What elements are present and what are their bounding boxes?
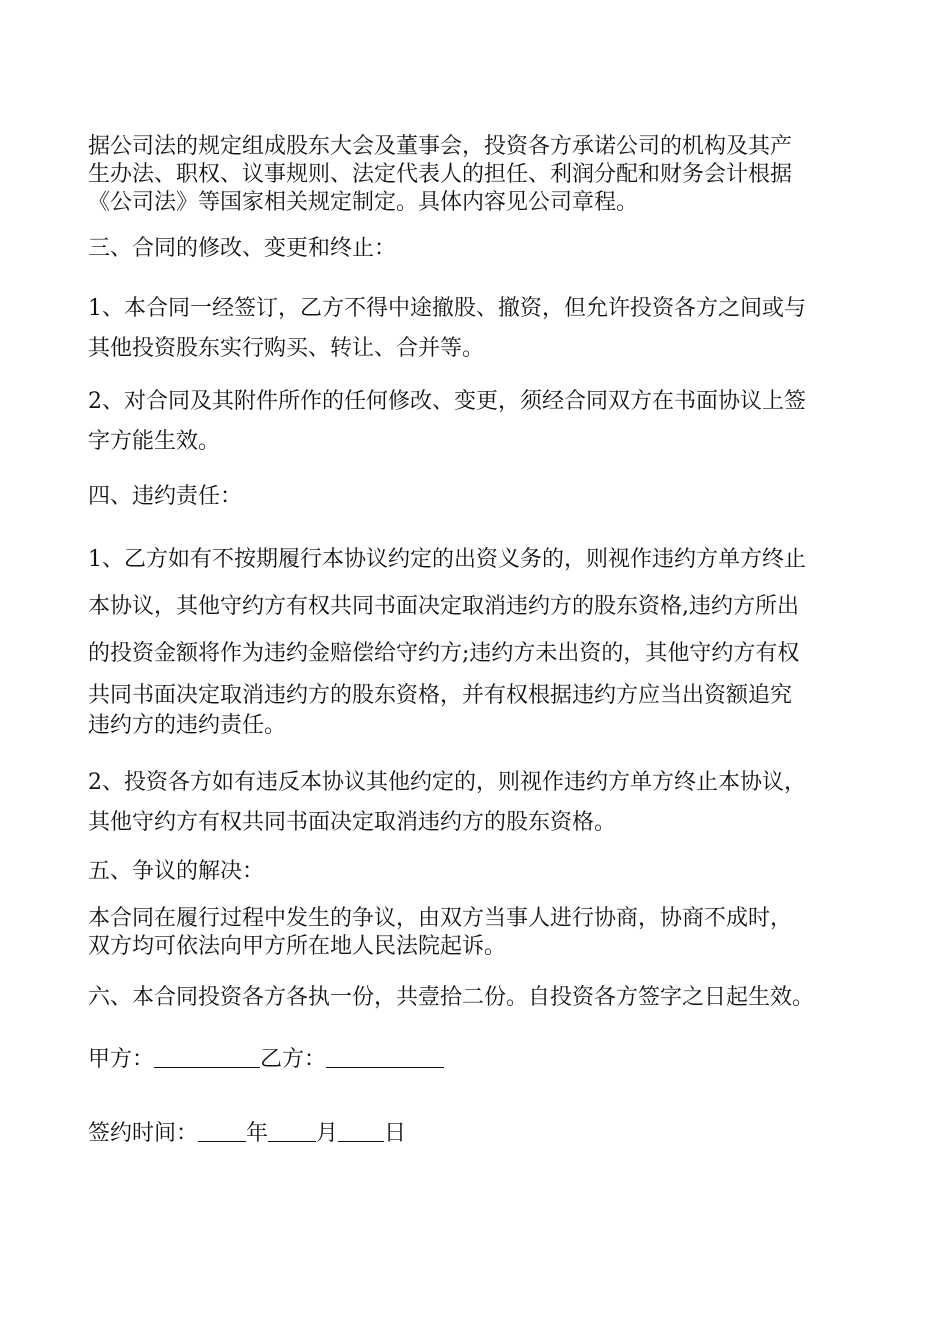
text-line: 双方均可依法向甲方所在地人民法院起诉。 [88,934,507,959]
text-line: 1、本合同一经签订，乙方不得中途撤股、撤资，但允许投资各方之间或与 [88,296,806,321]
date-line [88,1117,868,1147]
text-line: 违约方的违约责任。 [88,713,287,738]
heading-text: 四、违约责任： [88,484,243,509]
section-4-item-1 [88,536,868,677]
section-4-item-2 [88,763,868,843]
text-line: 其他守约方有权共同书面决定取消违约方的股东资格。 [88,810,617,835]
text-line: 字方能生效。 [88,429,221,454]
party-b-blank[interactable] [326,1043,444,1068]
text-line: 《公司法》等国家相关规定制定。具体内容见公司章程。 [88,190,639,215]
text-line: 六、本合同投资各方各执一份，共壹拾二份。自投资各方签字之日起生效。 [88,985,815,1010]
section-3-item-2 [88,382,868,462]
section-3-heading [88,234,868,264]
heading-text: 三、合同的修改、变更和终止： [88,236,397,261]
section-5-body [88,905,868,961]
text-line: 生办法、职权、议事规则、法定代表人的担任、利润分配和财务会计根据 [88,162,793,187]
text-line: 1、乙方如有不按期履行本协议约定的出资义务的，则视作违约方单方终止 [88,547,806,572]
party-b-label: 乙方： [260,1047,327,1072]
day-blank[interactable] [338,1117,384,1142]
signature-parties [88,1043,868,1073]
paragraph-continuation [88,133,868,217]
signature-date [88,1117,868,1147]
heading-text: 五、争议的解决： [88,859,265,884]
year-blank[interactable] [198,1117,246,1142]
section-4-heading [88,482,868,512]
year-label: 年 [246,1121,269,1146]
section-6-text [88,983,868,1013]
text-line: 据公司法的规定组成股东大会及董事会，投资各方承诺公司的机构及其产 [88,134,793,159]
text-line: 2、对合同及其附件所作的任何修改、变更，须经合同双方在书面协议上签 [88,389,806,414]
text-line: 的投资金额将作为违约金赔偿给守约方;违约方未出资的，其他守约方有权 [88,641,800,666]
text-line: 本合同在履行过程中发生的争议，由双方当事人进行协商，协商不成时， [88,906,793,931]
text-line: 共同书面决定取消违约方的股东资格，并有权根据违约方应当出资额追究 [88,683,793,708]
day-label: 日 [384,1121,407,1146]
month-label: 月 [316,1121,339,1146]
date-label: 签约时间： [88,1121,199,1146]
party-a-label: 甲方： [88,1047,155,1072]
section-3-item-1 [88,289,868,369]
signature-line [88,1043,868,1073]
month-blank[interactable] [268,1117,316,1142]
party-a-blank[interactable] [154,1043,260,1068]
text-line: 其他投资股东实行购买、转让、合并等。 [88,336,485,361]
section-4-item-1-cont [88,681,868,741]
section-5-heading [88,857,868,887]
text-line: 2、投资各方如有违反本协议其他约定的，则视作违约方单方终止本协议， [88,770,806,795]
text-line: 本协议，其他守约方有权共同书面决定取消违约方的股东资格,违约方所出 [88,594,799,619]
